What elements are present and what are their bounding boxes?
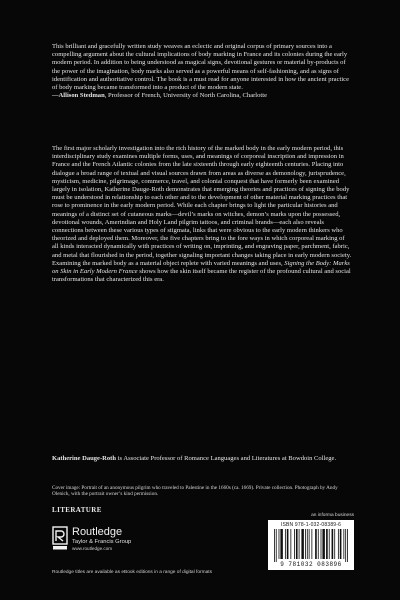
subject-category: LITERATURE <box>52 506 102 514</box>
description-book-title: Signing the Body: Marks on Skin in Early Modern France <box>52 259 350 276</box>
endorsement-block <box>52 43 352 100</box>
publisher-url[interactable]: www.routledge.com <box>72 546 113 551</box>
isbn-digits: 9 781032 083896 <box>280 561 342 568</box>
cover-image-credit: Cover image: Portrait of an anonymous pilgrim who traveled to Palestine in the 1660s (ca. 1669). Private collection. Photograph by Andy Olenick, with the portrait owner’s kind permission. <box>52 485 338 498</box>
book-description <box>52 145 352 284</box>
isbn-label: ISBN 978-1-032-08389-6 <box>280 522 342 528</box>
bio-author-name: Katherine Dauge-Roth <box>52 455 117 462</box>
publisher-name: Routledge <box>72 526 123 538</box>
publisher-group: Taylor & Francis Group <box>72 539 132 545</box>
isbn-barcode <box>268 520 354 570</box>
barcode-bars <box>274 529 348 562</box>
bio-text: is Associate Professor of Romance Languages and Literatures at Bowdoin College. <box>116 455 337 462</box>
publisher-logo <box>52 526 202 556</box>
endorsement-affiliation: , Professor of French, University of North Carolina, Charlotte <box>104 92 267 100</box>
author-bio <box>52 455 352 463</box>
routledge-logo-icon <box>52 526 68 551</box>
bio-paragraph <box>52 455 352 463</box>
endorsement-text: This brilliant and gracefully written study weaves an eclectic and original corpus of primary sources into a compelling argument about the cultural implications of body marking in France and its colonies during the early modern period. In addition to being understood as magical signs, devotional gestures or material by-products of the power of the imagination, body marks also served as a powerful means of self-fashioning, and as signs of identification and authoritative control. The book is a must read for anyone interested in how the ancient practice of body marking became transformed into a product of the modern state. <box>52 43 349 92</box>
description-text-after: shows how the skin itself became the register of the profound cultural and social transformations that characterized this era. <box>52 268 351 284</box>
description-text-before: The first major scholarly investigation into the rich history of the marked body in the early modern period, this interdisciplinary study examines multiple forms, uses, and meanings of corporeal inscription and impression in France and the French Atlantic colonies from the late sixteenth through early eighteenth centuries. Placing into dialogue a broad range of textual and visual sources drawn from areas as diverse as demonology, jurisprudence, mysticism, medicine, pilgrimage, commerce, travel, and colonial conquest that have formerly been examined largely in isolation, Katherine Dauge-Roth demonstrates that emerging theories and practices of signing the body must be understood in relationship to each other and to the development of other material marking practices that rose to prominence in the early modern period. While each chapter brings to light the particular histories and meanings of a distinct set of cutaneous marks—devil’s marks on witches, demon’s marks upon the possessed, devotional wounds, Amerindian and Holy Land pilgrim tattoos, and criminal brands—each also reveals connections between these various types of stigmata, links that were obvious to the early modern thinkers who theorized and deployed them. Moreover, the five chapters bring to the fore ways in which corporeal marking of all kinds interacted dynamically with practices of writing on, imprinting, and engraving paper, parchment, fabric, and metal that flourished in the period, together signaling important changes taking place in early modern society. Examining the marked body as a material object replete with varied meanings and uses, <box>52 145 352 267</box>
endorsement-author: —Allison Stedman <box>52 92 105 100</box>
endorsement-attribution <box>52 92 352 100</box>
ebook-note: Routledge titles are available as eBook editions in a range of digital formats <box>52 570 212 575</box>
description-paragraph <box>52 145 352 284</box>
informa-tagline: an informa business <box>311 513 354 518</box>
